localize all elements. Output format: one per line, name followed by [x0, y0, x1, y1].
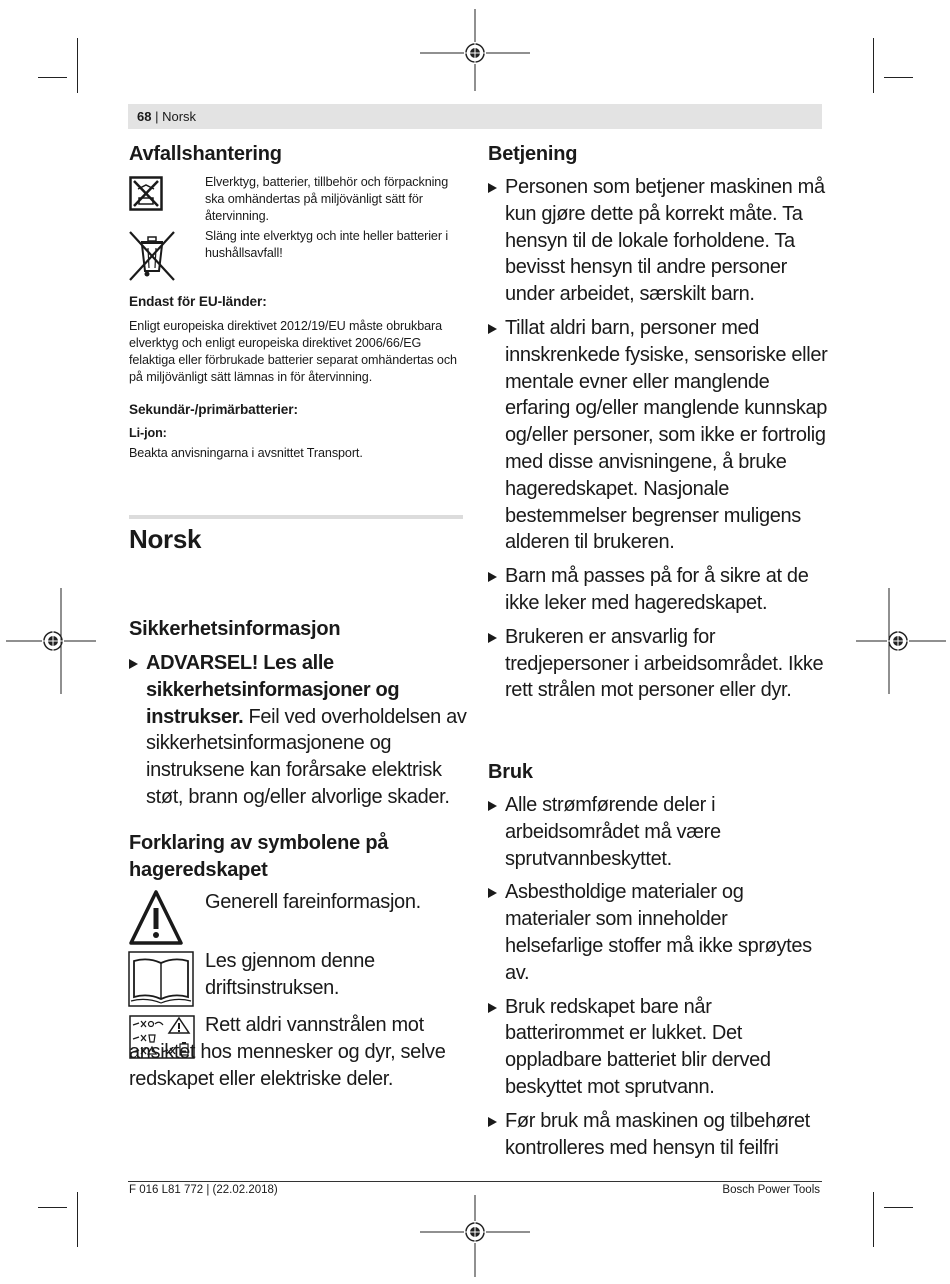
page-number: 68 — [137, 109, 152, 124]
liion-heading: Li-jon: — [129, 426, 167, 440]
list-item-text: Tillat aldri barn, personer med innskrenkede fysiske, sensoriske eller mentale evner eller manglende erfaring og/eller manglende kunnskap og/eller personer, som ikke er fortrolig med disse anvisningene, å bruke hageredskapet. Nasjonale bestemmelser begrenser muligens alderen til brukeren. — [505, 316, 828, 554]
bullet-arrow-icon — [488, 888, 497, 898]
safety-heading: Sikkerhetsinformasjon — [129, 618, 341, 640]
bullet-arrow-icon — [488, 801, 497, 811]
water-jet-text: Rett aldri vannstrålen mot ansiktet hos mennesker og dyr, selve redskapet eller elektriske deler. — [129, 1014, 446, 1090]
crop-mark — [873, 1192, 874, 1247]
disposal-text: Släng inte elverktyg och inte heller batterier i hushållsavfall! — [205, 229, 449, 260]
symbols-heading: Forklaring av symbolene på hageredskapet — [129, 832, 389, 881]
list-item-text: Asbestholdige materialer og materialer som inneholder helsefarlige stoffer må ikke sprøytes av. — [505, 881, 812, 984]
safety-warning — [129, 650, 478, 811]
operation-heading: Betjening — [488, 143, 578, 165]
bullet-arrow-icon — [129, 659, 138, 669]
bullet-arrow-icon — [488, 183, 497, 193]
bullet-arrow-icon — [488, 324, 497, 334]
list-item-text: Personen som betjener maskinen må kun gjøre dette på korrekt måte. Ta hensyn til de lokale forholdene. Ta bevisst hensyn til andre personer under arbeidet, særskilt barn. — [505, 176, 825, 306]
liion-text: Beakta anvisningarna i avsnittet Transport. — [129, 446, 363, 460]
eu-text: Enligt europeiska direktivet 2012/19/EU måste obrukbara elverktyg och enligt europeiska direktivet 2006/66/EG felaktiga eller förbrukade batterier separat omhändertas och på miljövänligt sätt lämnas in för återvinning. — [129, 319, 457, 384]
battery-heading: Sekundär-/primärbatterier: — [129, 402, 298, 417]
warning-text: Feil ved overholdelsen av sikkerhetsinformasjonene og instruksene kan forårsake elektrisk støt, brann og/eller alvorlige skader. — [146, 705, 467, 808]
crop-mark — [884, 77, 913, 78]
list-item-text: Alle strømførende deler i arbeidsområdet må være sprutvannbeskyttet. — [505, 794, 721, 870]
crop-mark — [38, 77, 67, 78]
section-divider — [129, 515, 463, 519]
bullet-arrow-icon — [488, 1117, 497, 1127]
list-item — [488, 315, 828, 556]
page-header-band — [128, 104, 822, 129]
registration-mark-right — [856, 588, 946, 694]
registration-mark-bottom — [420, 1187, 530, 1277]
list-item — [488, 563, 828, 617]
crossed-bin-icon — [128, 230, 176, 282]
bullet-arrow-icon — [488, 1003, 497, 1013]
footer-brand: Bosch Power Tools — [722, 1184, 820, 1196]
page-header — [137, 109, 196, 124]
language-title: Norsk — [129, 524, 202, 554]
registration-mark-top — [420, 9, 530, 99]
footer-rule — [128, 1181, 822, 1182]
list-item-text: Bruk redskapet bare når batterirommet er lukket. Det oppladbare batteriet blir derved beskyttet mot sprutvann. — [505, 995, 771, 1098]
header-language: Norsk — [162, 109, 197, 124]
footer-doc-ref: F 016 L81 772 | (22.02.2018) — [129, 1184, 278, 1196]
use-list — [488, 792, 828, 1168]
list-item — [488, 879, 828, 986]
list-item-text: Brukeren er ansvarlig for tredjepersoner i arbeidsområdet. Ikke rett strålen mot personer eller dyr. — [505, 625, 824, 702]
no-packaging-waste-icon — [129, 176, 163, 211]
registration-mark-left — [6, 588, 96, 694]
list-item — [488, 1108, 828, 1162]
read-manual-text: Les gjennom denne driftsinstruksen. — [205, 950, 375, 999]
list-item-text: Før bruk må maskinen og tilbehøret kontrolleres med hensyn til feilfri — [505, 1109, 810, 1159]
crop-mark — [884, 1207, 913, 1208]
eu-heading: Endast för EU-länder: — [129, 294, 267, 309]
header-separator: | — [151, 109, 163, 124]
list-item — [488, 624, 828, 704]
crop-mark — [77, 38, 78, 93]
list-item-text: Barn må passes på for å sikre at de ikke leker med hageredskapet. — [505, 565, 809, 614]
recycling-text: Elverktyg, batterier, tillbehör och förpackning ska omhändertas på miljövänligt sätt för återvinning. — [205, 175, 449, 223]
crop-mark — [873, 38, 874, 93]
read-manual-icon — [128, 951, 194, 1007]
use-heading: Bruk — [488, 761, 533, 783]
waste-heading: Avfallshantering — [129, 143, 282, 165]
list-item — [488, 994, 828, 1101]
bullet-arrow-icon — [488, 572, 497, 582]
warning-bold: ADVARSEL! Les alle sikkerhetsinformasjoner og instrukser. — [146, 652, 400, 728]
list-item — [488, 174, 828, 308]
general-hazard-text: Generell fareinformasjon. — [205, 891, 421, 913]
crop-mark — [77, 1192, 78, 1247]
warning-triangle-icon — [128, 889, 184, 947]
crop-mark — [38, 1207, 67, 1208]
operation-list — [488, 174, 828, 711]
list-item — [488, 792, 828, 872]
bullet-arrow-icon — [488, 633, 497, 643]
